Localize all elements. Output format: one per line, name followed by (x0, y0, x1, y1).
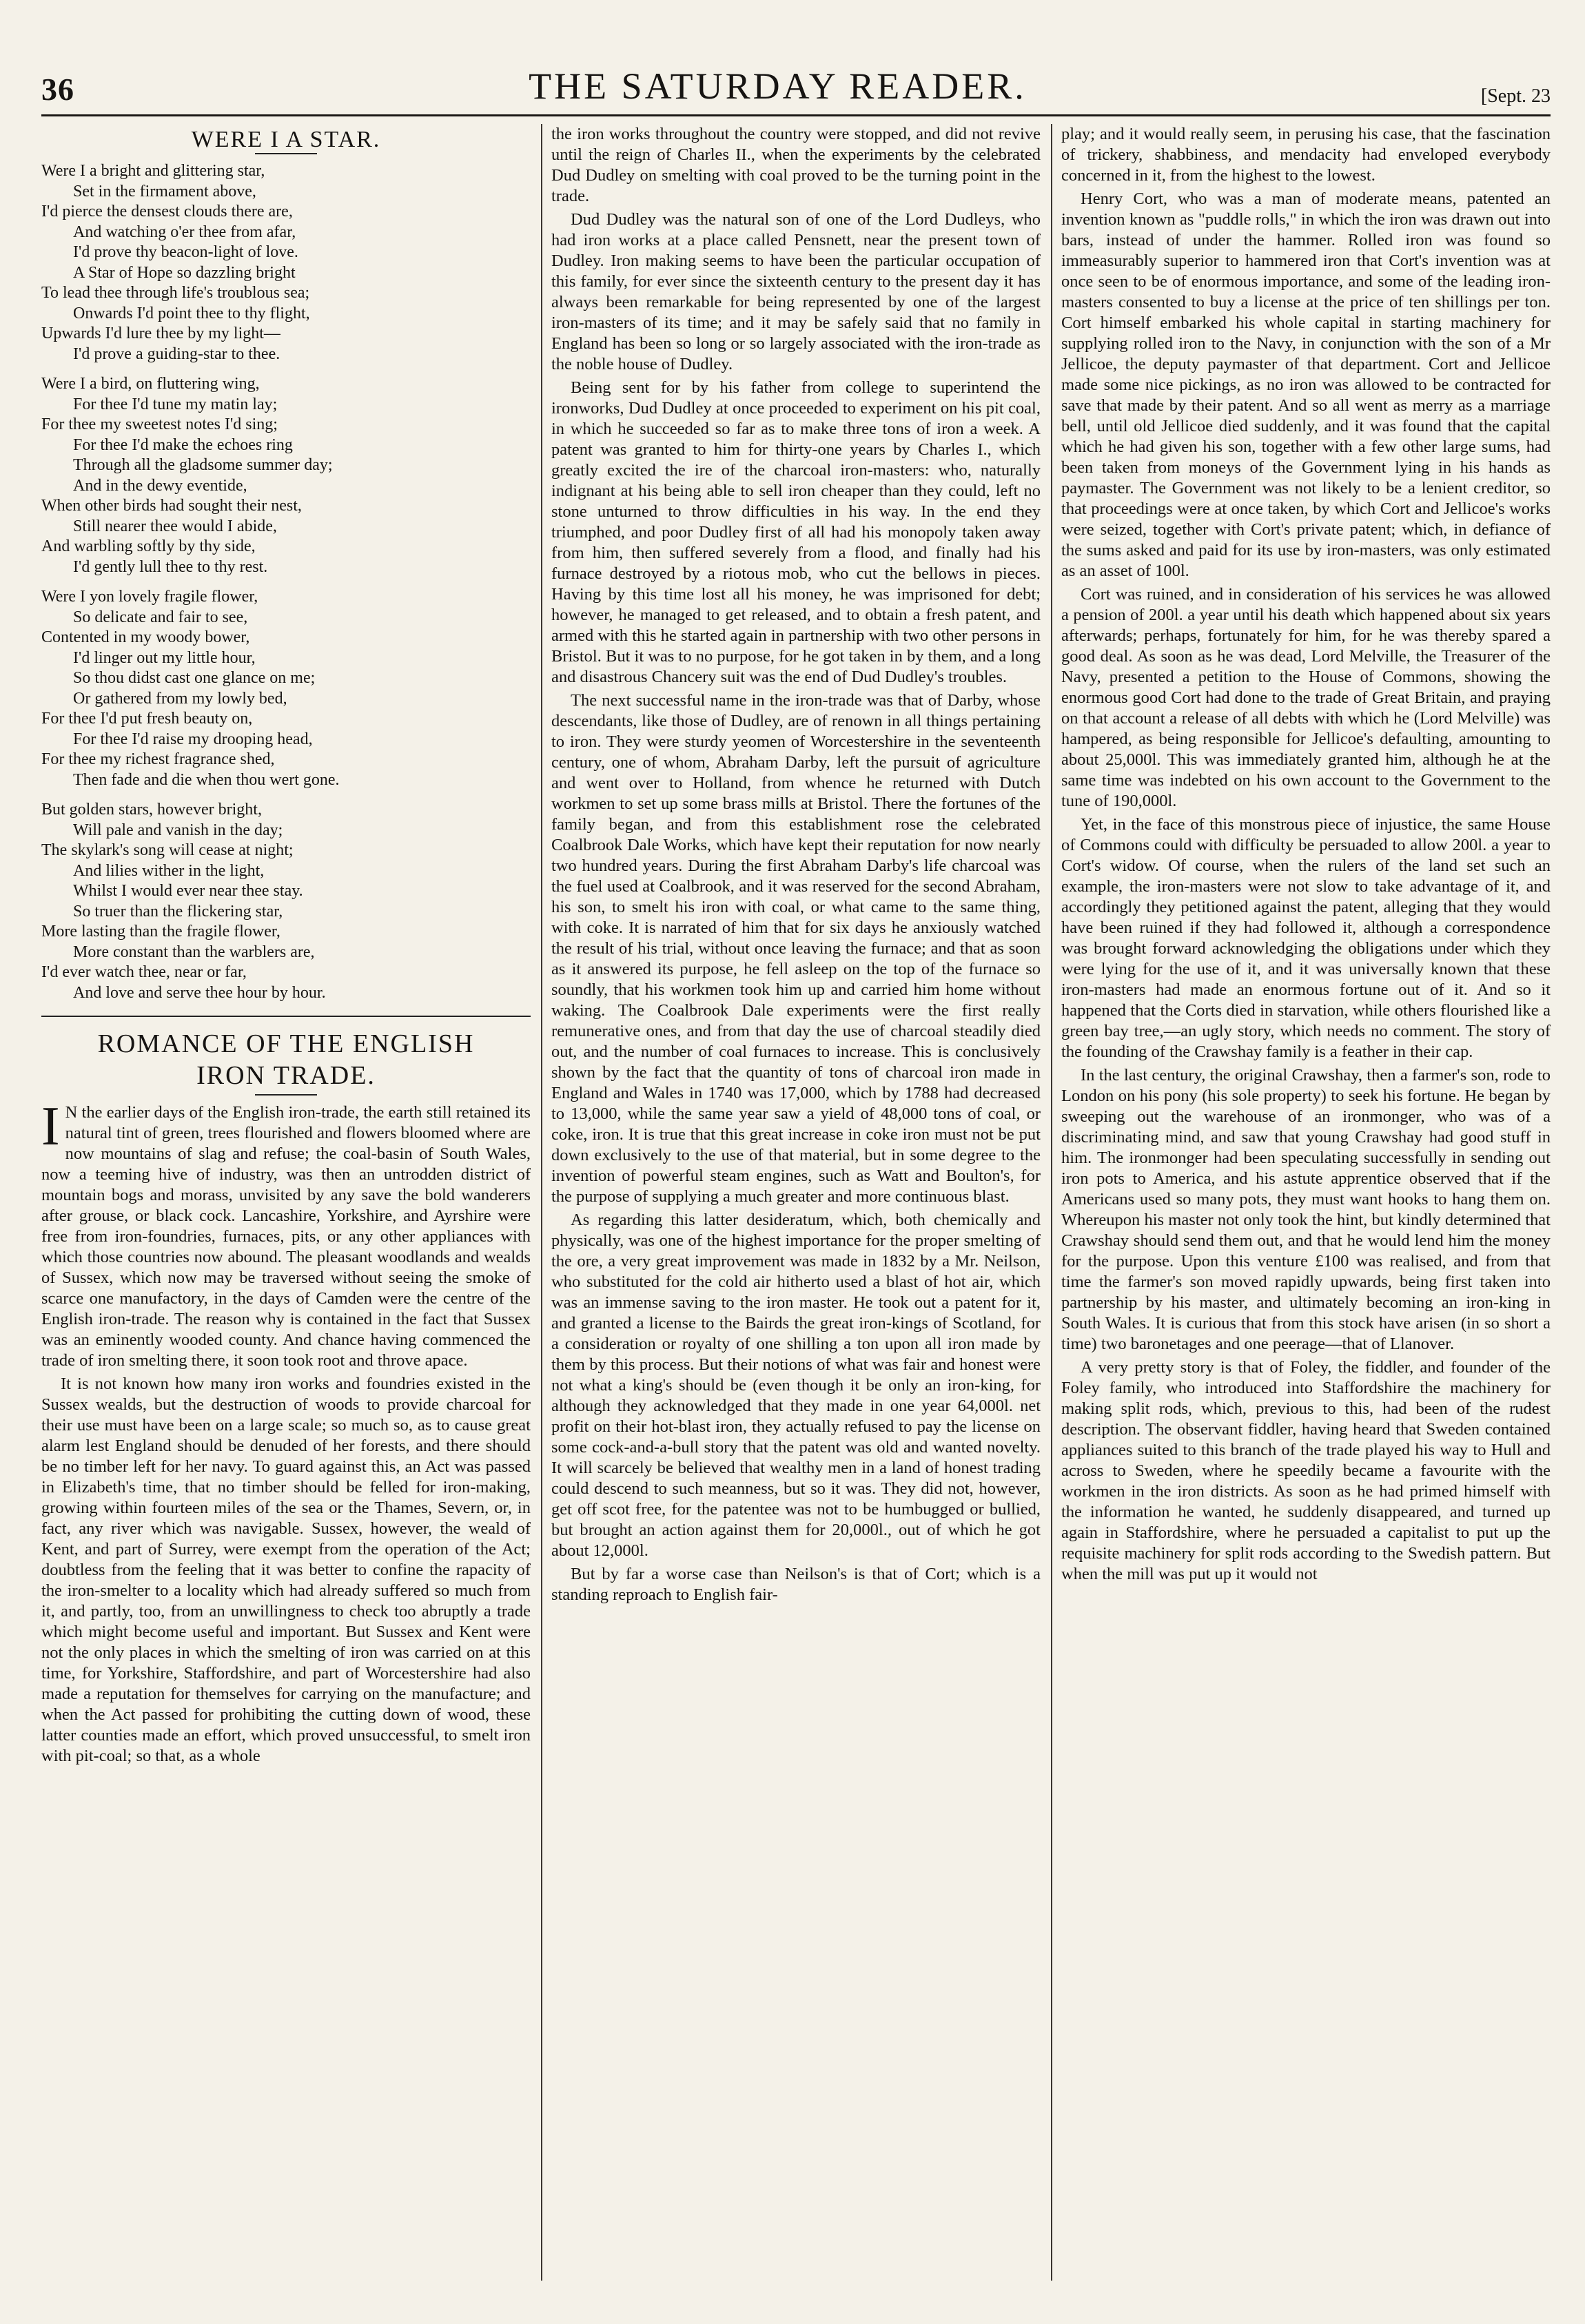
issue-date: [Sept. 23 (1480, 85, 1551, 107)
poem-line: So delicate and fair to see, (73, 608, 248, 626)
header-rule (41, 114, 1551, 116)
poem-line: When other birds had sought their nest, (41, 497, 302, 515)
article-paragraph: Yet, in the face of this monstrous piece of injustice, the same House of Commons could with difficulty be persuaded to allow 200l. a year to Cort's widow. Of course, when the rulers of the land set such an example, the iron-masters were not slow to take advantage of it, and accordingly they petitioned against the patent, alleging that they would have been ruined if they had followed it, although a correspondence was brought forward acknowledging the obligations under which they were lying for the use of it, and it was universally known that these iron-masters had made an enormous fortune out of it. And so it happened that the Corts died in starvation, while others flourished like a green bay tree,—an ugly story, which needs no comment. The story of the founding of the Crawshay family is a feather in their cap. (1061, 815, 1551, 1061)
poem-line: Were I a bright and glittering star, (41, 162, 265, 180)
article-body-col3 (1061, 124, 1551, 1585)
article-paragraph: Dud Dudley was the natural son of one of the Lord Dudleys, who had iron works at a place called Pensnett, near the present town of Dudley. Iron making seems to have been the particular occupation of this family, for ever since the sixteenth century to the present day it has always been remarkable for being represented by one of the largest iron-masters of its time; and it may be safely said that no family in England has been so long or so largely associated with the iron-trade as the noble house of Dudley. (551, 210, 1041, 373)
poem-line: I'd prove a guiding-star to thee. (73, 345, 280, 363)
article-paragraph: the iron works throughout the country were stopped, and did not revive until the reign of Charles II., when the experiments by the celebrated Dud Dudley on smelting with coal proved to be the turning point in the trade. (551, 125, 1041, 205)
poem-line: For thee I'd raise my drooping head, (73, 730, 313, 748)
column-1 (41, 124, 531, 2281)
poem-line: Will pale and vanish in the day; (73, 821, 283, 839)
poem-line: And in the dewy eventide, (73, 476, 247, 495)
article-body-col2 (551, 124, 1041, 1605)
poem-line: Through all the gladsome summer day; (73, 456, 333, 474)
poem-line: I'd gently lull thee to thy rest. (73, 557, 268, 576)
poem-line: To lead thee through life's troublous sea; (41, 284, 310, 302)
poem-stanza (41, 161, 531, 364)
poem-stanza (41, 374, 531, 577)
drop-cap: I (41, 1096, 60, 1157)
article-paragraph: A very pretty story is that of Foley, the fiddler, and founder of the Foley family, who introduced into Staffordshire the machinery for making split rods, which, previous to this, had been of the rudest description. The observant fiddler, having heard that Sweden contained appliances suited to this branch of the trade played his way to Hull and across to Sweden, where he speedily became a favourite with the workmen in the iron districts. As soon as he had primed himself with the information he wanted, he suddenly disappeared, and turned up again in Staffordshire, where he persuaded a capitalist to put up the requisite machinery for split rods according to the Swedish pattern. But when the mill was put up it would not (1061, 1358, 1551, 1583)
poem-line: Whilst I would ever near thee stay. (73, 882, 303, 900)
paragraph-text: N the earlier days of the English iron-trade, the earth still retained its natural tint of green, trees flourished and flowers bloomed where are now mountains of slag and refuse; the coal-basin of South Wales, now a teeming hive of industry, was then an untrodden district of mountain bogs and morass, unvisited by any save the bold wanderers after grouse, or black cock. Lancashire, Yorkshire, and Ayrshire were free from iron-foundries, furnaces, pits, or any other appliances with which those countries now abound. The pleasant woodlands and wealds of Sussex, which now may be traversed without seeing the smoke of scarce one manufactory, in the days of Camden were the centre of the English iron-trade. The reason why is contained in the fact that Sussex was an eminently wooded county. And chance having commenced the trade of iron smelting there, it soon took root and throve apace. (41, 1103, 531, 1370)
poem-line: For thee my sweetest notes I'd sing; (41, 415, 278, 433)
poem-line: The skylark's song will cease at night; (41, 841, 294, 859)
poem-line: For thee I'd put fresh beauty on, (41, 710, 253, 728)
page-header (41, 50, 1551, 107)
poem-line: So thou didst cast one glance on me; (73, 669, 316, 687)
title-rule (255, 153, 317, 154)
masthead: THE SATURDAY READER. (529, 65, 1027, 107)
poem-line: More constant than the warblers are, (73, 943, 315, 961)
poem-line: Were I yon lovely fragile flower, (41, 588, 258, 606)
poem-line: For thee I'd tune my matin lay; (73, 395, 278, 413)
column-divider (1051, 124, 1052, 2281)
article-paragraph: As regarding this latter desideratum, which, both chemically and physically, was one of the highest importance for the proper smelting of the ore, a very great improvement was made in 1832 by a Mr. Neilson, who substituted for the cold air hitherto used a blast of hot air, which was an immense saving to the iron master. He took out a patent for it, and granted a license to the Bairds the great iron-kings of Scotland, for a consideration or royalty of one shilling a ton upon all iron made by them by this process. But their notions of what was fair and honest were not what a king's should be (even though it be only an iron-king, for although they acknowledged that they made in one year 64,000l. net profit on their hot-blast iron, they actually refused to pay the license on some cock-and-a-bull story that the patent was old and wanted novelty. It will scarcely be believed that wealthy men in a land of honest trading could descend to such meanness, but so it was. They did not, however, get off scot free, for the patentee was not to be humbugged or bullied, but brought an action against them for 20,000l., out of which he got about 12,000l. (551, 1211, 1041, 1560)
poem-line: A Star of Hope so dazzling bright (73, 263, 296, 282)
article-title (41, 1028, 531, 1091)
poem-line: And lilies wither in the light, (73, 861, 265, 880)
column-2 (551, 124, 1041, 2281)
poem-line: I'd prove thy beacon-light of love. (73, 243, 298, 261)
poem-line: Set in the firmament above, (73, 182, 256, 200)
page-number: 36 (41, 72, 74, 107)
column-divider (541, 124, 542, 2281)
poem-line: I'd pierce the densest clouds there are, (41, 203, 293, 220)
poem-line: So truer than the flickering star, (73, 902, 283, 921)
poem-line: And watching o'er thee from afar, (73, 223, 296, 241)
poem-line: And warbling softly by thy side, (41, 537, 256, 555)
article-title-line-2: IRON TRADE. (196, 1061, 376, 1090)
poem-line: And love and serve thee hour by hour. (73, 983, 326, 1002)
article-body-col1 (41, 1096, 531, 1767)
article-paragraph: Henry Cort, who was a man of moderate means, patented an invention known as "puddle rolls," in which the iron was drawn out into bars, instead of under the hammer. Rolled iron was found so immeasurably superior to hammered iron that Cort's invention was at once seen to be of enormous importance, and some of the leading iron-masters consented to buy a license at the price of ten shillings per ton. Cort himself embarked his whole capital in starting machinery for supplying rolled iron to the Navy, in conjunction with the son of a Mr Jellicoe, the deputy paymaster of that department. Cort and Jellicoe made some nice pickings, as no iron was allowed to be contracted for save that made by their patent. And so all went as merry as a marriage bell, until old Jellicoe died suddenly, and it was found that the capital which he had given his son, together with a few other large sums, had been taken from moneys of the Government lying in his hands as paymaster. The Government was not likely to be a lenient creditor, so that proceedings were at once taken, by which Cort and Jellicoe's works were seized, together with Cort's private patent; which, in defiance of the sums asked and paid for its use by iron-masters, was only estimated as an asset of 100l. (1061, 189, 1551, 580)
title-rule (255, 1094, 317, 1096)
poem-line: For thee my richest fragrance shed, (41, 750, 275, 768)
poem-line: Upwards I'd lure thee by my light— (41, 325, 280, 342)
poem-line: For thee I'd make the echoes ring (73, 435, 293, 454)
poem-line: Onwards I'd point thee to thy flight, (73, 304, 310, 322)
section-divider (41, 1016, 531, 1017)
poem-line: Still nearer thee would I abide, (73, 517, 277, 535)
poem-line: Then fade and die when thou wert gone. (73, 770, 340, 789)
article-paragraph: play; and it would really seem, in perusing his case, that the fascination of trickery, shabbiness, and mendacity had enveloped everybody concerned in it, from the highest to the lowest. (1061, 125, 1551, 185)
poem-line: Contented in my woody bower, (41, 628, 250, 646)
article-paragraph: Being sent for by his father from college to superintend the ironworks, Dud Dudley at once proceeded to experiment on his pit coal, in which he succeeded so far as to make three tons of iron a week. A patent was granted to him for thirty-one years by Charles I., which greatly excited the ire of the charcoal iron-masters: who, naturally indignant at his being able to sell iron cheaper than they could, left no stone unturned to throw difficulties in his way. In the end they triumphed, and poor Dudley first of all had his monopoly taken away from him, then suffered severely from a flood, and finally had his furnace destroyed by a riotous mob, who cut the bellows in pieces. Having by this time lost all his money, he was imprisoned for debt; however, he managed to get released, and to obtain a fresh patent, and armed with this he started again in partnership with two other persons in Bristol. But it was to no purpose, for he got taken in by them, and a long and disastrous Chancery suit was the end of Dud Dudley's troubles. (551, 378, 1041, 686)
article-paragraph: It is not known how many iron works and foundries existed in the Sussex wealds, but the destruction of woods to provide charcoal for their use must have been on a large scale; so much so, as to cause great alarm lest England should be denuded of her forests, and there should be no timber left for her navy. To guard against this, an Act was passed in Elizabeth's time, that no timber should be felled for iron-making, growing within fourteen miles of the sea or the Thames, Severn, or, in fact, any river which was navigable. Sussex, however, the weald of Kent, and part of Surrey, were exempt from the operation of the Act; doubtless from the feeling that it was better to confine the rapacity of the iron-smelter to a locality which had already suffered so much from it, and partly, too, from an unwillingness to check too abruptly a trade which might become useful and important. But Sussex and Kent were not the only places in which the smelting of iron was carried on at this time, for Yorkshire, Staffordshire, and part of Worcestershire had also made a reputation for themselves for carrying on the manufacture; and when the Act passed for prohibiting the cutting down of wood, these latter counties made an effort, which proved unsuccessful, to smelt iron with pit-coal; so that, as a whole (41, 1375, 531, 1765)
poem-stanza (41, 587, 531, 790)
poem-line: I'd linger out my little hour, (73, 648, 256, 667)
poem-line: I'd ever watch thee, near or far, (41, 963, 247, 981)
poem-title: WERE I A STAR. (191, 127, 381, 152)
article-paragraph: The next successful name in the iron-trade was that of Darby, whose descendants, like those of Dudley, are of renown in all things pertaining to iron. They were sturdy yeomen of Worcestershire in the seventeenth century, one of whom, Abraham Darby, left the pursuit of agriculture and went over to Holland, from whence he returned with Dutch workmen to set up some brass mills at Bristol. There the fortunes of the family began, and from this establishment rose the celebrated Coalbrook Dale Works, which have kept their reputation for now nearly two hundred years. During the first Abraham Darby's life charcoal was the fuel used at Coalbrook, and it was reserved for the second Abraham, his son, to smelt his iron with coal, or what came to the same thing, with coke. It is narrated of him that for six days he anxiously watched the result of his trial, without once leaving the furnace; and that as soon as it answered its purpose, he fell asleep on the top of the furnace so soundly, that his workmen took him up and carried him home without waking. The Coalbrook Dale experiments were the first really remunerative ones, and from that day the use of charcoal steadily died out, and the number of coal furnaces to increase. This is conclusively shown by the fact that the quantity of tons of charcoal iron made in England and Wales in 1740 was 17,000, which by 1788 had decreased to 13,000, while the same year saw a yield of 48,000 tons of coal, or coke, iron. It is true that this great increase in coke iron must not be put down exclusively to the use of that material, but in some degree to the invention of powerful steam engines, such as Watt and Boulton's, for the purpose of supplying a much greater and more continuous blast. (551, 691, 1041, 1206)
column-3 (1061, 124, 1551, 2281)
article-title-line-1: ROMANCE OF THE ENGLISH (97, 1029, 475, 1058)
poem-line: Or gathered from my lowly bed, (73, 689, 287, 708)
article-paragraph: In the last century, the original Crawshay, then a farmer's son, rode to London on his pony (his sole property) to seek his fortune. He began by sweeping out the warehouse of an ironmonger, who was of a discriminating mind, and saw that young Crawshay had good stuff in him. The ironmonger had been speculating successfully in sending out iron pots to America, and his astute apprentice observed that if the Americans used so many pots, they must want hooks to hang them on. Whereupon his master not only took the hint, but kindly determined that Crawshay should send them out, and that he would lend him the money for the purpose. Upon this venture £100 was realised, and from that time the farmer's son moved rapidly upwards, being first taken into partnership by his master, and ultimately becoming an iron-king in South Wales. It is curious that from this stock have arisen (in so short a time) two baronetages and one peerage—that of Llanover. (1061, 1066, 1551, 1353)
poem (41, 161, 531, 1003)
poem-line: More lasting than the fragile flower, (41, 923, 280, 940)
article-paragraph (41, 1096, 531, 1371)
article-paragraph: Cort was ruined, and in consideration of his services he was allowed a pension of 200l. a year until his death which happened about six years afterwards; perhaps, fortunately for him, for he was thereby spared a good deal. As soon as he was dead, Lord Melville, the Treasurer of the Navy, presented a petition to the House of Commons, showing the enormous good Cort had done to the trade of Great Britain, and praying on that account a release of all debts with which he (Lord Melville) was hampered, as being responsible for Jellicoe's defaulting, amounting to about 25,000l. This was immediately granted him, although he at the same time was indebted on his own account to the Government to the tune of 190,000l. (1061, 585, 1551, 810)
poem-line: But golden stars, however bright, (41, 801, 262, 819)
poem-line: Were I a bird, on fluttering wing, (41, 375, 260, 393)
article-paragraph: But by far a worse case than Neilson's is that of Cort; which is a standing reproach to English fair- (551, 1565, 1041, 1604)
poem-stanza (41, 800, 531, 1003)
